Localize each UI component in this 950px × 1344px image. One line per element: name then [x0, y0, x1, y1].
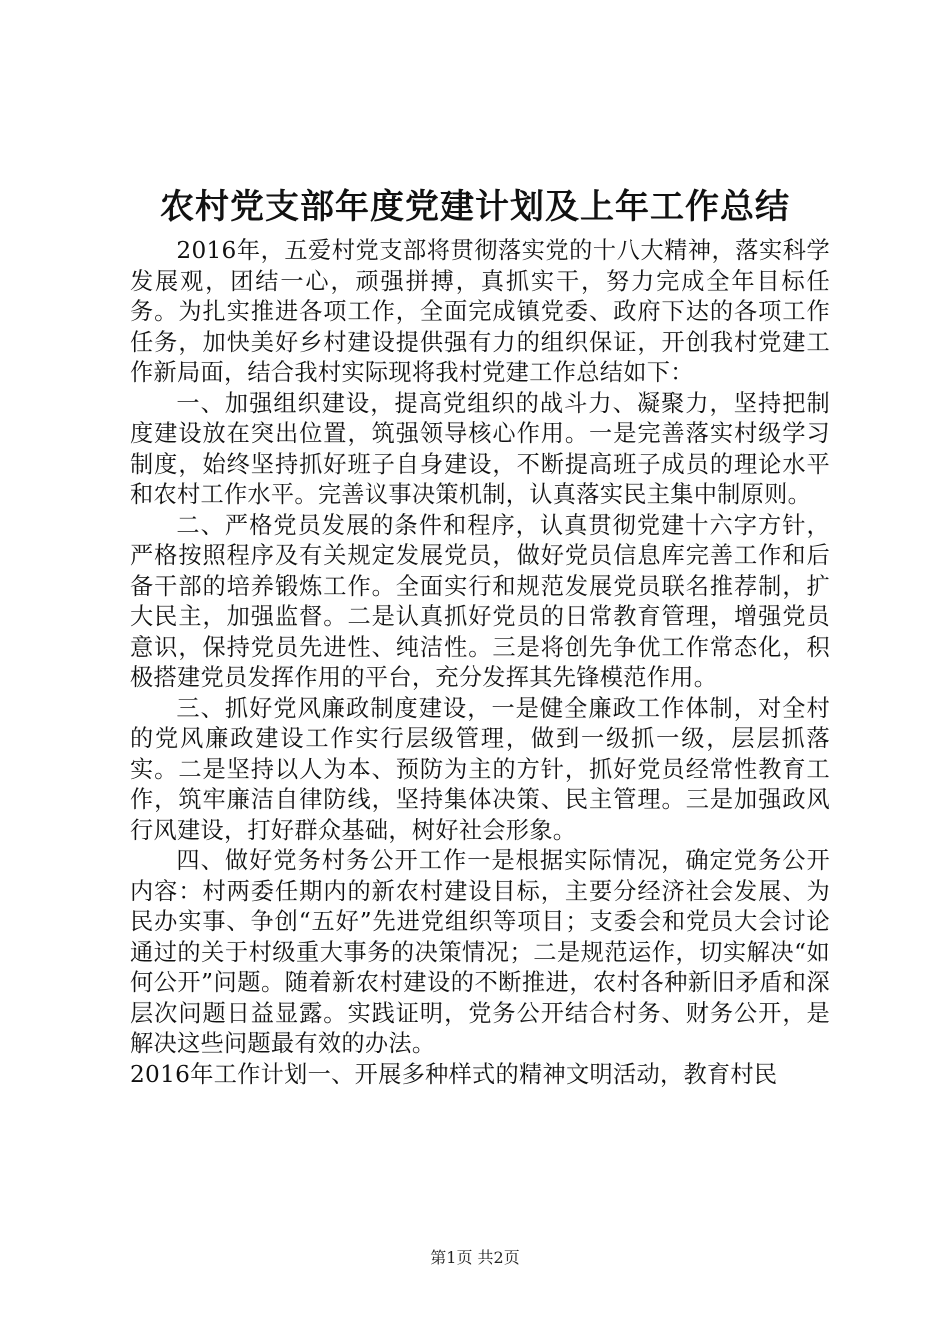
paragraph-intro: 2016年，五爱村党支部将贯彻落实党的十八大精神，落实科学发展观，团结一心，顽强拼搏，真抓实干，努力完成全年目标任务。为扎实推进各项工作，全面完成镇党委、政府下达的各项工作任务，加快美好乡村建设提供强有力的组织保证，开创我村党建工作新局面，结合我村实际现将我村党建工作总结如下：	[130, 237, 830, 386]
paragraph-plan: 2016年工作计划一、开展多种样式的精神文明活动，教育村民	[130, 1060, 778, 1088]
document-body	[130, 236, 830, 1090]
paragraph-section-2: 二、严格党员发展的条件和程序，认真贯彻党建十六字方针，严格按照程序及有关规定发展党员，做好党员信息库完善工作和后备干部的培养锻炼工作。全面实行和规范发展党员联名推荐制，扩大民主，加强监督。二是认真抓好党员的日常教育管理，增强党员意识，保持党员先进性、纯洁性。三是将创先争优工作常态化，积极搭建党员发挥作用的平台，充分发挥其先锋模范作用。	[130, 511, 830, 691]
page-number: 第1页 共2页	[430, 1248, 520, 1267]
document-title: 农村党支部年度党建计划及上年工作总结	[160, 187, 790, 227]
paragraph-section-3: 三、抓好党风廉政制度建设，一是健全廉政工作体制，对全村的党风廉政建设工作实行层级管理，做到一级抓一级，层层抓落实。二是坚持以人为本、预防为主的方针，抓好党员经常性教育工作，筑牢廉洁自律防线，坚持集体决策、民主管理。三是加强政风行风建设，打好群众基础，树好社会形象。	[130, 694, 830, 844]
paragraph-section-1: 一、加强组织建设，提高党组织的战斗力、凝聚力，坚持把制度建设放在突出位置，筑强领导核心作用。一是完善落实村级学习制度，始终坚持抓好班子自身建设，不断提高班子成员的理论水平和农村工作水平。完善议事决策机制，认真落实民主集中制原则。	[130, 389, 830, 508]
paragraph-section-4: 四、做好党务村务公开工作一是根据实际情况，确定党务公开内容：村两委任期内的新农村建设目标，主要分经济社会发展、为民办实事、争创“五好”先进党组织等项目；支委会和党员大会讨论通过的关于村级重大事务的决策情况；二是规范运作，切实解决“如何公开”问题。随着新农村建设的不断推进，农村各种新旧矛盾和深层次问题日益显露。实践证明，党务公开结合村务、财务公开，是解决这些问题最有效的办法。	[130, 847, 830, 1057]
